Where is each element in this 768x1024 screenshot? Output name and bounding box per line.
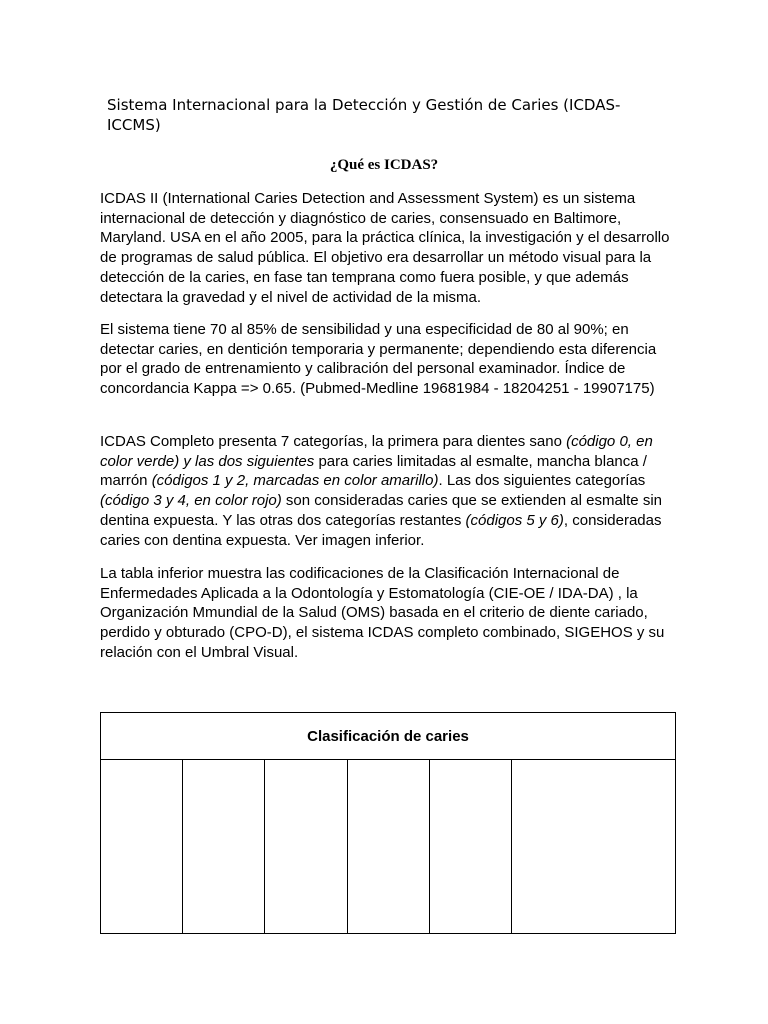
text-span: son consideradas caries que se extienden al esmalte sin dentina expuesta. Y las otras dos categorías restantes [100, 492, 662, 529]
paragraph-sensitivity: El sistema tiene 70 al 85% de sensibilidad y una especificidad de 80 al 90%; en detectar caries, en dentición temporaria y permanente; dependiendo esta diferencia por el grado de entrenamiento y calibración del personal examinador. Índice de concordancia Kappa => 0.65. (Pubmed-Medline 19681984 - 18204251 - 19907175) [100, 321, 657, 398]
section-heading: ¿Qué es ICDAS? [329, 157, 439, 173]
table-cell [101, 760, 183, 934]
text-span: , consideradas caries con dentina expuesta. Ver imagen inferior. [100, 511, 662, 549]
table-cell [183, 760, 265, 934]
italic-span: (código 0, en color verde) y las dos siguientes [100, 433, 653, 470]
italic-span: (código 3 y 4, en color rojo) [100, 492, 282, 510]
text-span: . Las dos siguientes categorías [438, 472, 646, 490]
table-title: Clasificación de caries [101, 713, 676, 760]
italic-span: (códigos 1 y 2, marcadas en color amarillo) [151, 472, 439, 490]
paragraph-intro: ICDAS II (International Caries Detection and Assessment System) es un sistema internacional de detección y diagnóstico de caries, consensuado en Baltimore, Maryland. USA en el año 2005, para la práctica clínica, la investigación y el desarrollo de programas de salud pública. El objetivo era desarrollar un método visual para la detección de la caries, en fase tan temprana como fuera posible, y que además detectara la gravedad y el nivel de actividad de la misma. [100, 190, 670, 306]
text-span: ICDAS Completo presenta 7 categorías, la primera para dientes sano [100, 433, 567, 450]
classification-table [100, 712, 676, 934]
table-cell [265, 760, 348, 934]
table-cell [348, 760, 430, 934]
document-title: Sistema Internacional para la Detección y Gestión de Caries (ICDAS-ICCMS) [107, 96, 621, 134]
table-cell [512, 760, 676, 934]
italic-span: (códigos 5 y 6) [465, 511, 564, 529]
text-span: para caries limitadas al esmalte, mancha blanca / marrón [100, 452, 647, 490]
paragraph-table-description: La tabla inferior muestra las codificaciones de la Clasificación Internacional de Enfermedades Aplicada a la Odontología y Estomatología (CIE-OE / IDA-DA) , la Organización Mmundial de la Salud (OMS) basada en el criterio de diente cariado, perdido y obturado (CPO-D), el sistema ICDAS completo combinado, SIGEHOS y su relación con el Umbral Visual. [100, 565, 665, 661]
paragraph-categories [100, 432, 675, 550]
table-cell [430, 760, 512, 934]
